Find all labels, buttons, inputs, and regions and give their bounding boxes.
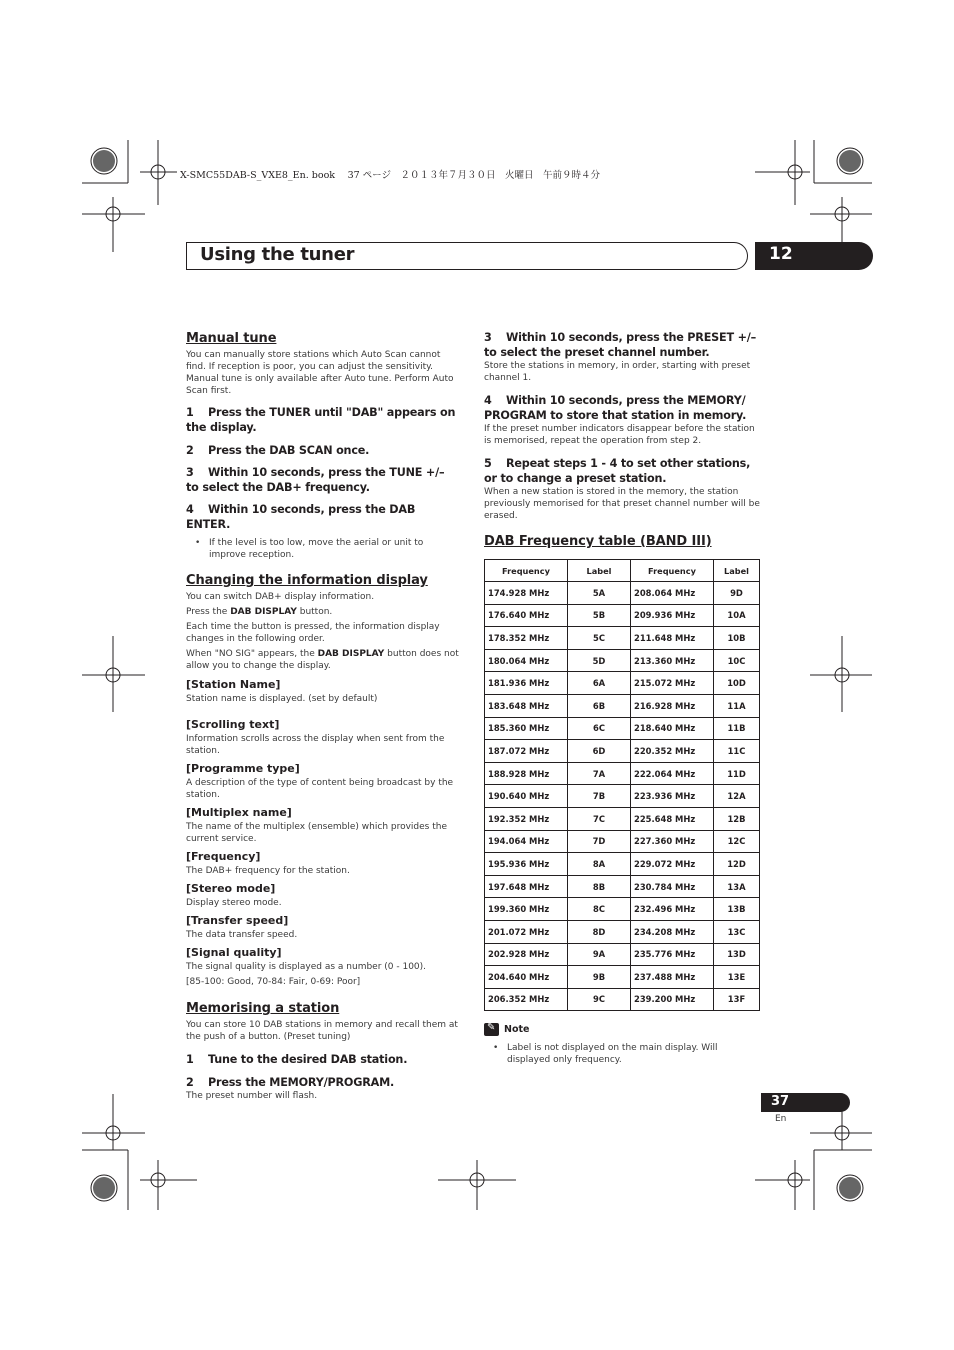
display-item-label: [Programme type] (186, 762, 300, 775)
label-cell: 6A (568, 672, 631, 695)
manual-tune-intro: You can manually store stations which Auto Scan cannot find. If reception is poor, you can adjust the sensitivity. Manual tune is only available after Auto tune. Perform Auto Scan first. (186, 350, 454, 396)
label-cell: 9B (568, 966, 631, 989)
print-header: X-SMC55DAB-S_VXE8_En. book 37 ページ ２０１３年７月３０日 火曜日 午前９時４分 (180, 170, 600, 181)
label-cell: 9A (568, 943, 631, 966)
label-cell: 8D (568, 920, 631, 943)
frequency-table-body (485, 582, 760, 1011)
step-desc: When a new station is stored in the memory, the station previously memorised for that preset channel number will be erased. (484, 487, 760, 521)
label-cell: 12D (714, 853, 760, 876)
frequency-cell: 181.936 MHz (485, 672, 568, 695)
step-desc: Store the stations in memory, in order, starting with preset channel 1. (484, 361, 751, 383)
display-item-desc: The DAB+ frequency for the station. (186, 866, 350, 876)
frequency-cell: 211.648 MHz (631, 627, 714, 650)
table-row (485, 853, 760, 876)
column-header: Label (568, 560, 631, 582)
frequency-cell: 194.064 MHz (485, 830, 568, 853)
body-text: The preset number will flash. (186, 1091, 318, 1101)
step: 3 Within 10 seconds, press the TUNE +/– to select the DAB+ frequency. (186, 466, 445, 494)
left-column (186, 330, 460, 1102)
label-cell: 13D (714, 943, 760, 966)
frequency-cell: 199.360 MHz (485, 898, 568, 921)
frequency-cell: 180.064 MHz (485, 649, 568, 672)
table-row (485, 582, 760, 605)
display-item-label: [Frequency] (186, 850, 261, 863)
frequency-table (484, 559, 760, 1011)
frequency-cell: 227.360 MHz (631, 830, 714, 853)
table-row (485, 762, 760, 785)
frequency-cell: 237.488 MHz (631, 966, 714, 989)
frequency-cell: 232.496 MHz (631, 898, 714, 921)
bullet-item: • If the level is too low, move the aerial or unit to improve reception. (186, 537, 460, 561)
label-cell: 13B (714, 898, 760, 921)
page-title-bar (186, 242, 748, 270)
table-row (485, 627, 760, 650)
frequency-cell: 195.936 MHz (485, 853, 568, 876)
page-number: 37 (771, 1094, 790, 1109)
display-item-desc: A description of the type of content being broadcast by the station. (186, 778, 454, 800)
info-display-heading: Changing the information display (186, 573, 428, 588)
frequency-cell: 174.928 MHz (485, 582, 568, 605)
label-cell: 12B (714, 807, 760, 830)
label-cell: 10D (714, 672, 760, 695)
frequency-cell: 208.064 MHz (631, 582, 714, 605)
column-header: Frequency (485, 560, 568, 582)
label-cell: 11C (714, 740, 760, 763)
body-text: When "NO SIG" appears, the DAB DISPLAY button does not allow you to change the display. (186, 649, 459, 671)
label-cell: 6C (568, 717, 631, 740)
frequency-cell: 204.640 MHz (485, 966, 568, 989)
frequency-cell: 239.200 MHz (631, 988, 714, 1011)
label-cell: 10A (714, 604, 760, 627)
display-item-desc: The data transfer speed. (186, 930, 298, 940)
label-cell: 7A (568, 762, 631, 785)
step: 5 Repeat steps 1 - 4 to set other stations, or to change a preset station. (484, 457, 751, 485)
step: 1 Tune to the desired DAB station. (186, 1053, 408, 1066)
label-cell: 5C (568, 627, 631, 650)
step: 2 Press the DAB SCAN once. (186, 444, 370, 457)
frequency-cell: 209.936 MHz (631, 604, 714, 627)
display-item-label: [Multiplex name] (186, 806, 292, 819)
label-cell: 11D (714, 762, 760, 785)
frequency-cell: 187.072 MHz (485, 740, 568, 763)
label-cell: 5A (568, 582, 631, 605)
step-desc: If the preset number indicators disappear before the station is memorised, repeat the operation from step 2. (484, 424, 755, 446)
memorising-heading: Memorising a station (186, 1001, 340, 1016)
label-cell: 9D (714, 582, 760, 605)
table-row (485, 672, 760, 695)
chapter-number: 12 (769, 244, 793, 264)
frequency-cell: 176.640 MHz (485, 604, 568, 627)
label-cell: 11A (714, 694, 760, 717)
label-cell: 11B (714, 717, 760, 740)
step: 4 Within 10 seconds, press the DAB ENTER. (186, 503, 416, 531)
table-row (485, 966, 760, 989)
label-cell: 13F (714, 988, 760, 1011)
table-row (485, 807, 760, 830)
frequency-cell: 229.072 MHz (631, 853, 714, 876)
table-row (485, 649, 760, 672)
body-text: You can switch DAB+ display information. (186, 592, 375, 602)
display-item-label: [Station Name] (186, 678, 281, 691)
frequency-cell: 220.352 MHz (631, 740, 714, 763)
label-cell: 7B (568, 785, 631, 808)
display-item-desc: The signal quality is displayed as a number (0 - 100). (186, 962, 427, 972)
label-cell: 8B (568, 875, 631, 898)
frequency-cell: 206.352 MHz (485, 988, 568, 1011)
display-item-label: [Signal quality] (186, 946, 282, 959)
frequency-cell: 215.072 MHz (631, 672, 714, 695)
label-cell: 10B (714, 627, 760, 650)
frequency-cell: 230.784 MHz (631, 875, 714, 898)
body-text: Each time the button is pressed, the information display changes in the following order. (186, 622, 440, 644)
memorising-intro: You can store 10 DAB stations in memory and recall them at the push of a button. (Preset tuning) (186, 1020, 458, 1042)
frequency-cell: 201.072 MHz (485, 920, 568, 943)
frequency-cell: 178.352 MHz (485, 627, 568, 650)
frequency-cell: 218.640 MHz (631, 717, 714, 740)
frequency-cell: 216.928 MHz (631, 694, 714, 717)
step: 3 Within 10 seconds, press the PRESET +/– to select the preset channel number. (484, 331, 757, 359)
frequency-cell: 235.776 MHz (631, 943, 714, 966)
label-cell: 13C (714, 920, 760, 943)
frequency-cell: 234.208 MHz (631, 920, 714, 943)
chapter-tab (755, 242, 873, 270)
display-item-label: [Transfer speed] (186, 914, 289, 927)
step: 1 Press the TUNER until "DAB" appears on the display. (186, 406, 456, 434)
label-cell: 8C (568, 898, 631, 921)
table-row (485, 875, 760, 898)
page-number-tab (761, 1093, 850, 1112)
label-cell: 6B (568, 694, 631, 717)
frequency-cell: 192.352 MHz (485, 807, 568, 830)
frequency-cell: 197.648 MHz (485, 875, 568, 898)
label-cell: 13E (714, 966, 760, 989)
frequency-cell: 225.648 MHz (631, 807, 714, 830)
table-row (485, 920, 760, 943)
column-header: Frequency (631, 560, 714, 582)
label-cell: 9C (568, 988, 631, 1011)
display-item-desc: The name of the multiplex (ensemble) which provides the current service. (186, 822, 447, 844)
display-item-label: [Scrolling text] (186, 718, 280, 731)
table-row (485, 694, 760, 717)
label-cell: 13A (714, 875, 760, 898)
label-cell: 10C (714, 649, 760, 672)
table-row (485, 717, 760, 740)
frequency-cell: 188.928 MHz (485, 762, 568, 785)
note-text: • Label is not displayed on the main display. Will displayed only frequency. (484, 1042, 760, 1066)
table-row (485, 740, 760, 763)
label-cell: 7C (568, 807, 631, 830)
frequency-cell: 222.064 MHz (631, 762, 714, 785)
page-title: Using the tuner (200, 244, 355, 265)
frequency-cell: 223.936 MHz (631, 785, 714, 808)
table-row (485, 604, 760, 627)
display-item-label: [Stereo mode] (186, 882, 276, 895)
table-row (485, 988, 760, 1011)
signal-quality-scale: [85-100: Good, 70-84: Fair, 0-69: Poor] (186, 977, 361, 987)
label-cell: 12A (714, 785, 760, 808)
frequency-cell: 185.360 MHz (485, 717, 568, 740)
frequency-cell: 213.360 MHz (631, 649, 714, 672)
freq-table-heading: DAB Frequency table (BAND III) (484, 534, 712, 549)
label-cell: 7D (568, 830, 631, 853)
language-code: En (775, 1114, 787, 1124)
label-cell: 5D (568, 649, 631, 672)
frequency-cell: 183.648 MHz (485, 694, 568, 717)
display-item-desc: Station name is displayed. (set by default) (186, 694, 378, 704)
table-row (485, 830, 760, 853)
table-row (485, 943, 760, 966)
label-cell: 12C (714, 830, 760, 853)
frequency-cell: 202.928 MHz (485, 943, 568, 966)
display-item-desc: Information scrolls across the display when sent from the station. (186, 734, 445, 756)
label-cell: 5B (568, 604, 631, 627)
frequency-cell: 190.640 MHz (485, 785, 568, 808)
note-icon (484, 1023, 499, 1036)
step: 2 Press the MEMORY/PROGRAM. (186, 1076, 395, 1089)
table-header-row (485, 560, 760, 582)
table-row (485, 785, 760, 808)
right-column (484, 330, 760, 1066)
label-cell: 6D (568, 740, 631, 763)
body-text: Press the DAB DISPLAY button. (186, 607, 333, 617)
label-cell: 8A (568, 853, 631, 876)
column-header: Label (714, 560, 760, 582)
manual-tune-heading: Manual tune (186, 331, 277, 346)
table-row (485, 898, 760, 921)
note-heading (484, 1023, 760, 1036)
step: 4 Within 10 seconds, press the MEMORY/ PROGRAM to store that station in memory. (484, 394, 747, 422)
note-label: Note (504, 1024, 530, 1036)
display-item-desc: Display stereo mode. (186, 898, 282, 908)
